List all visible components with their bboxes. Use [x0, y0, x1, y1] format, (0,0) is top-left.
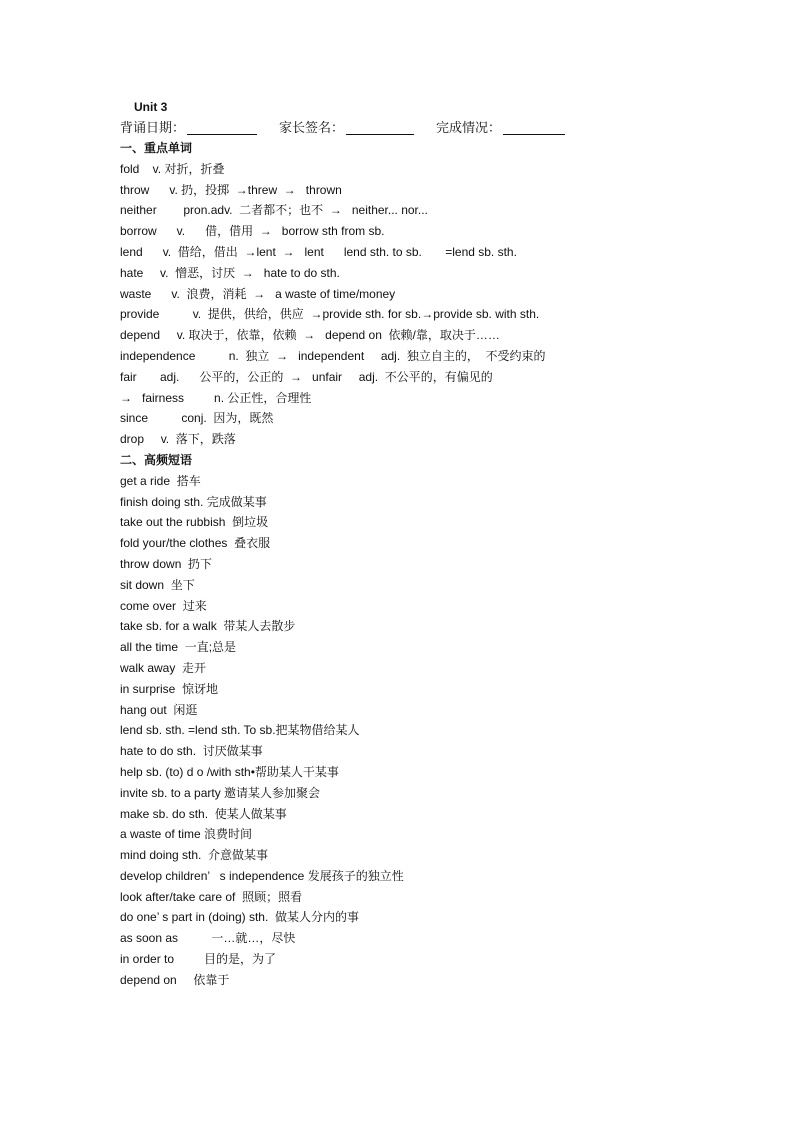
phrase-entry: depend on 依靠于: [120, 972, 230, 987]
phrase-entry: hate to do sth. 讨厌做某事: [120, 744, 263, 759]
phrase-entry: walk away 走开: [120, 660, 207, 675]
phrase-entry: get a ride 搭车: [120, 473, 201, 488]
phrase-entry: invite sb. to a party 邀请某人参加聚会: [120, 785, 321, 800]
phrase-entry: fold your/the clothes 叠衣服: [120, 536, 271, 551]
word-entry: throw v. 扔，投掷 →threw → thrown: [120, 182, 342, 197]
worksheet-content: [120, 97, 760, 991]
phrase-list: [120, 471, 760, 991]
phrase-entry: mind doing sth. 介意做某事: [120, 848, 269, 863]
phrase-entry: help sb. (to) d o /with sth•帮助某人干某事: [120, 764, 339, 779]
parent-sign-label: 家长签名：: [279, 120, 345, 135]
phrase-entry: hang out 闲逛: [120, 702, 198, 717]
word-entry: lend v. 借给，借出 →lent → lent lend sth. to sb. =lend sb. sth.: [120, 244, 517, 259]
phrase-entry: sit down 坐下: [120, 577, 195, 592]
sign-off-header: [120, 117, 760, 138]
phrase-entry: look after/take care of 照顾；照看: [120, 889, 303, 904]
phrase-entry: in order to 目的是，为了: [120, 952, 277, 967]
phrase-entry: a waste of time 浪费时间: [120, 827, 253, 842]
phrase-entry: do one’ s part in (doing) sth. 做某人分内的事: [120, 910, 359, 925]
phrase-entry: all the time 一直;总是: [120, 640, 237, 655]
recite-date-blank[interactable]: [187, 120, 257, 135]
word-entry: waste v. 浪费，消耗 → a waste of time/money: [120, 286, 396, 301]
word-entry: provide v. 提供，供给，供应 →provide sth. for sb.→provide sb. with sth.: [120, 307, 540, 322]
phrase-entry: lend sb. sth. =lend sth. To sb.把某物借给某人: [120, 723, 360, 738]
word-entry: fair adj. 公平的，公正的 → unfair adj. 不公平的，有偏见的: [120, 369, 493, 384]
unit-title: Unit 3: [134, 100, 168, 114]
word-entry: independence n. 独立 → independent adj. 独立自主的， 不受约束的: [120, 348, 546, 363]
completion-blank[interactable]: [503, 120, 565, 135]
section-title-key-words: 一、重点单词: [120, 141, 193, 155]
phrase-entry: take sb. for a walk 带某人去散步: [120, 619, 296, 634]
phrase-entry: develop children’ s independence 发展孩子的独立性: [120, 868, 404, 883]
word-entry: borrow v. 借，借用 → borrow sth from sb.: [120, 224, 385, 239]
phrase-entry: in surprise 惊讶地: [120, 681, 219, 696]
parent-sign-blank[interactable]: [346, 120, 414, 135]
section-title-phrases: 二、高频短语: [120, 452, 193, 467]
word-entry: drop v. 落下，跌落: [120, 432, 236, 447]
word-entry: fold v. 对折，折叠: [120, 161, 225, 176]
phrase-entry: as soon as 一…就…，尽快: [120, 931, 296, 946]
word-entry: hate v. 憎恶，讨厌 → hate to do sth.: [120, 265, 340, 280]
completion-label: 完成情况：: [436, 120, 502, 135]
phrase-entry: throw down 扔下: [120, 556, 213, 571]
phrase-entry: make sb. do sth. 使某人做某事: [120, 806, 287, 821]
word-entry: depend v. 取决于，依靠，依赖 → depend on 依赖/靠，取决于……: [120, 328, 500, 343]
word-entry: since conj. 因为，既然: [120, 411, 274, 426]
recite-date-label: 背诵日期：: [120, 120, 186, 135]
word-entry: neither pron.adv. 二者都不；也不 → neither... nor...: [120, 203, 428, 218]
word-entry: → fairness n. 公正性，合理性: [120, 390, 312, 405]
word-list: [120, 159, 760, 450]
phrase-entry: finish doing sth. 完成做某事: [120, 494, 267, 509]
phrase-entry: come over 过来: [120, 598, 207, 613]
phrase-entry: take out the rubbish 倒垃圾: [120, 515, 269, 530]
